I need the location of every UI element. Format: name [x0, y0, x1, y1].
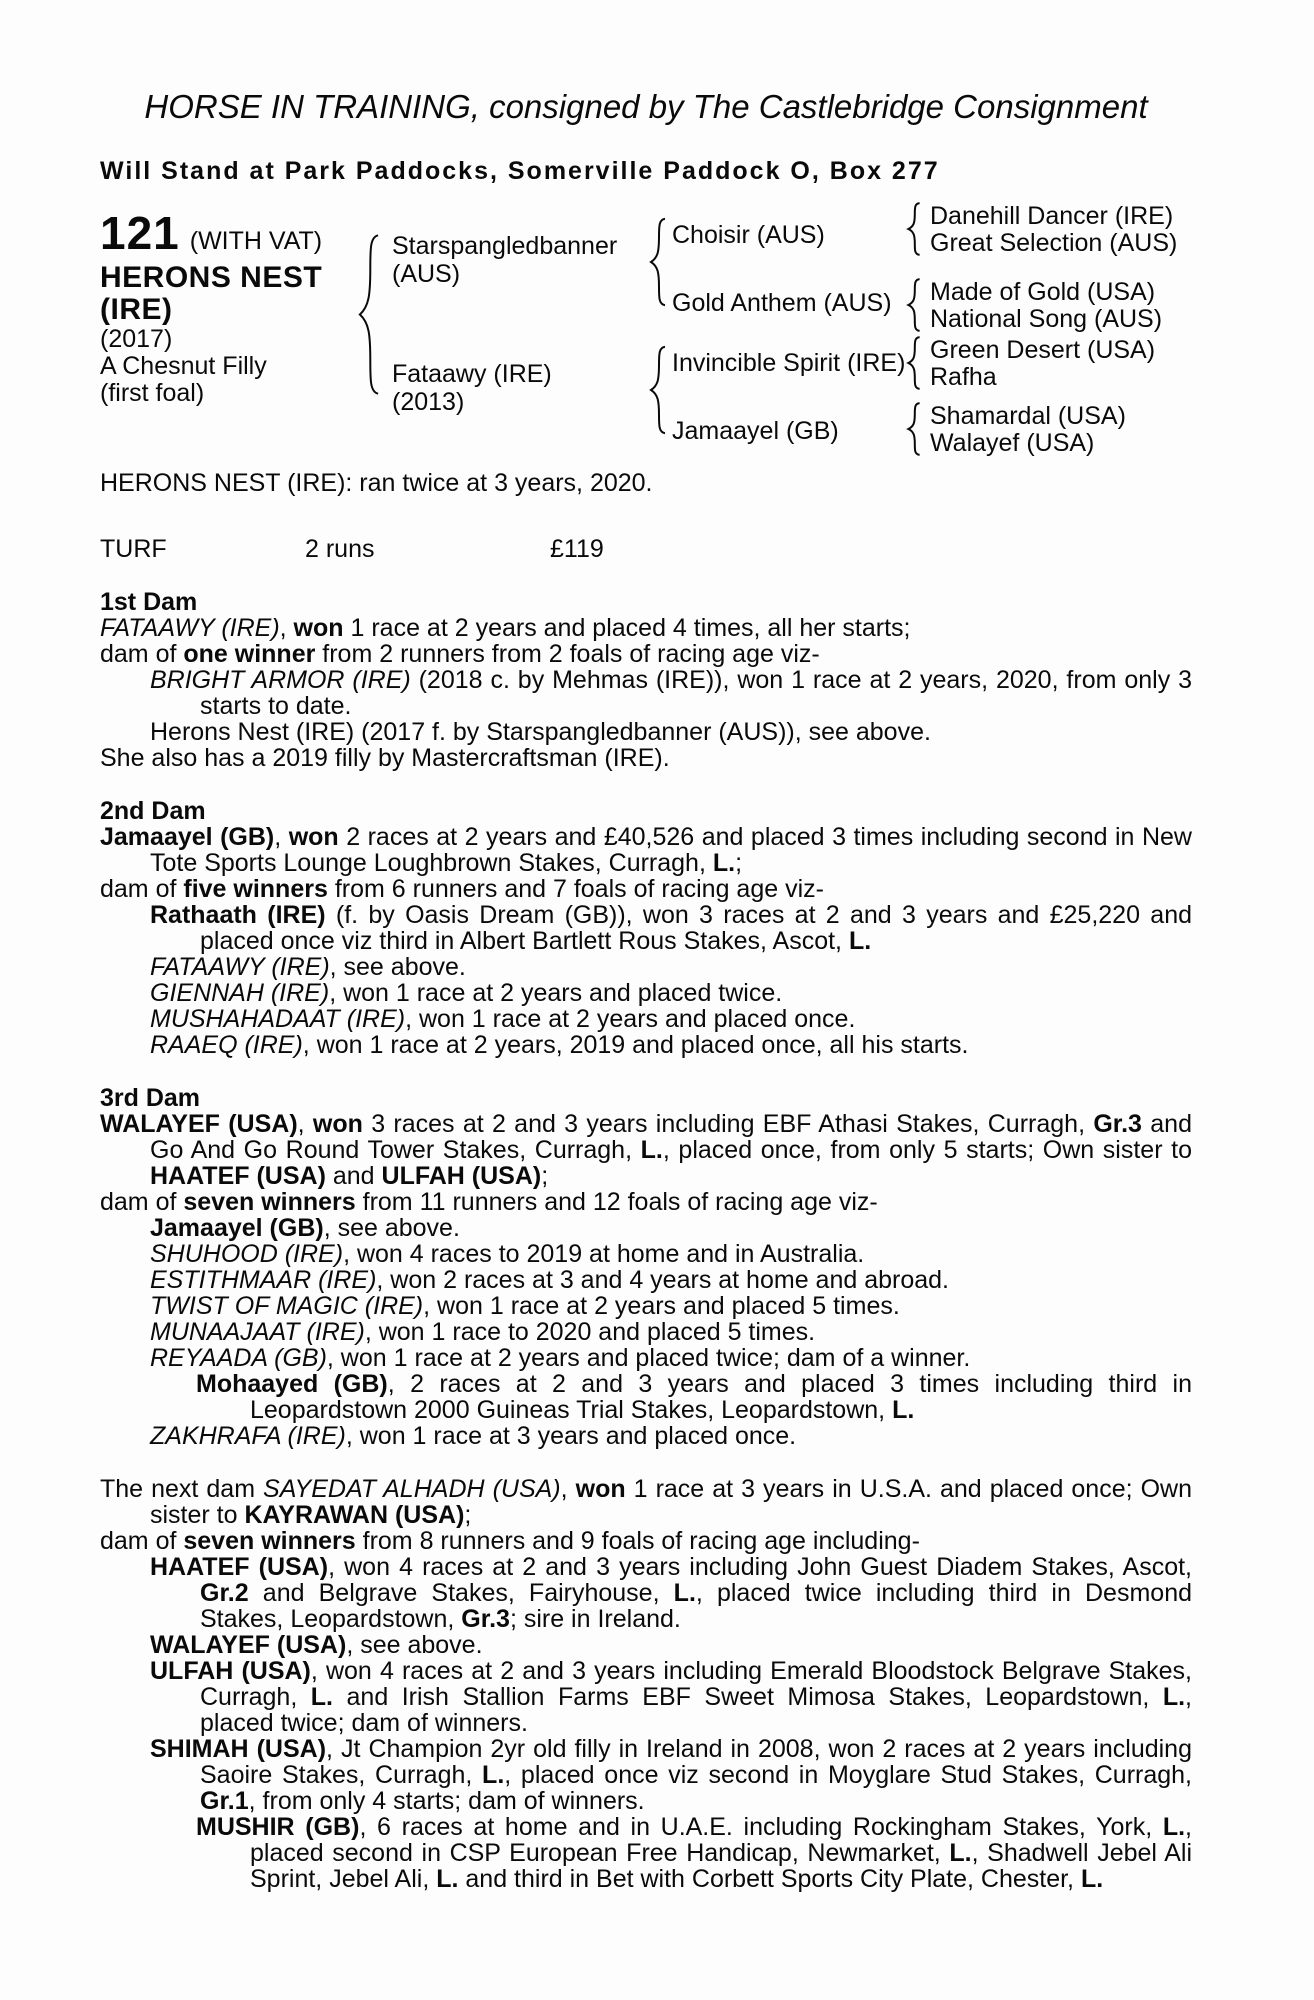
pedigree-text-paragraph: dam of five winners from 6 runners and 7 foals of racing age viz- — [100, 875, 824, 903]
pedigree-text-paragraph: Jamaayel (GB), see above. — [150, 1214, 460, 1242]
pedigree-grandsire: Choisir (AUS) — [672, 221, 825, 249]
pedigree-granddam: Jamaayel (GB) — [672, 417, 839, 445]
surface-label: TURF — [100, 535, 167, 563]
pedigree-text-paragraph: She also has a 2019 filly by Mastercraftsman (IRE). — [100, 744, 670, 772]
pedigree-text-paragraph: TWIST OF MAGIC (IRE), won 1 race at 2 years and placed 5 times. — [150, 1292, 900, 1320]
pedigree-brace — [648, 217, 668, 307]
pedigree-greatgrandparents: Shamardal (USA) Walayef (USA) — [930, 402, 1126, 457]
pedigree-text-paragraph: SHIMAH (USA), Jt Champion 2yr old filly in Ireland in 2008, won 2 races at 2 years including Saoire Stakes, Curragh, L., placed once viz second in Moyglare Stud Stakes, Curragh, Gr.1, from only 4 starts; dam of winners. — [150, 1735, 1192, 1815]
pedigree-brace — [356, 232, 382, 397]
pedigree-greatgrandparents: Green Desert (USA) Rafha — [930, 336, 1156, 391]
foal-note: (first foal) — [100, 379, 205, 407]
section-2nd-dam — [100, 798, 1192, 1058]
section-heading: 3rd Dam — [100, 1084, 201, 1112]
pedigree-text-paragraph: Mohaayed (GB), 2 races at 2 and 3 years and placed 3 times including third in Leopardstown 2000 Guineas Trial Stakes, Leopardstown, L. — [196, 1370, 1192, 1424]
foaling-year: (2017) — [100, 325, 173, 353]
pedigree-brace — [906, 402, 922, 456]
runs-value: 2 runs — [305, 535, 375, 563]
stand-location-line: Will Stand at Park Paddocks, Somerville Paddock O, Box 277 — [100, 157, 940, 185]
pedigree-brace — [906, 336, 922, 390]
pedigree-text-paragraph: ULFAH (USA), won 4 races at 2 and 3 years including Emerald Bloodstock Belgrave Stakes, Curragh, L. and Irish Stallion Farms EBF Sweet Mimosa Stakes, Leopardstown, L., placed twice; dam of winners. — [150, 1657, 1192, 1737]
pedigree-brace — [906, 202, 922, 256]
pedigree-text-paragraph: Jamaayel (GB), won 2 races at 2 years and £40,526 and placed 3 times including second in New Tote Sports Lounge Loughbrown Stakes, Curragh, L.; — [100, 823, 1192, 877]
pedigree-text-paragraph: ZAKHRAFA (IRE), won 1 race at 3 years and placed once. — [150, 1422, 797, 1450]
horse-name — [100, 262, 350, 326]
horse-description: A Chesnut Filly — [100, 352, 267, 380]
page-title: HORSE IN TRAINING, consigned by The Castlebridge Consignment — [144, 88, 1148, 125]
race-record-summary: HERONS NEST (IRE): ran twice at 3 years, 2020. — [100, 469, 653, 497]
section-1st-dam — [100, 589, 1192, 771]
pedigree-text-paragraph: dam of seven winners from 8 runners and 9 foals of racing age including- — [100, 1527, 920, 1555]
pedigree-text-paragraph: ESTITHMAAR (IRE), won 2 races at 3 and 4 years at home and abroad. — [150, 1266, 949, 1294]
section-heading: 1st Dam — [100, 588, 198, 616]
section-heading: 2nd Dam — [100, 797, 206, 825]
pedigree-text-paragraph: FATAAWY (IRE), see above. — [150, 953, 466, 981]
horse-name-line1: HERONS NEST — [100, 261, 323, 294]
pedigree-text-paragraph: MUSHAHADAAT (IRE), won 1 race at 2 years and placed once. — [150, 1005, 856, 1033]
pedigree-text-paragraph: SHUHOOD (IRE), won 4 races to 2019 at home and in Australia. — [150, 1240, 865, 1268]
earnings-value: £119 — [550, 535, 604, 563]
pedigree-grandsire: Invincible Spirit (IRE) — [672, 349, 906, 377]
horse-name-line2: (IRE) — [100, 293, 173, 326]
pedigree-greatgrandparents: Danehill Dancer (IRE) Great Selection (AUS) — [930, 202, 1178, 257]
pedigree-text-paragraph: The next dam SAYEDAT ALHADH (USA), won 1 race at 3 years in U.S.A. and placed once; Own sister to KAYRAWAN (USA); — [100, 1475, 1192, 1529]
section-3rd-dam — [100, 1085, 1192, 1449]
pedigree-text-paragraph: HAATEF (USA), won 4 races at 2 and 3 years including John Guest Diadem Stakes, Ascot, Gr.2 and Belgrave Stakes, Fairyhouse, L., placed twice including third in Desmond Stakes, Leopardstown, Gr.3; sire in Ireland. — [150, 1553, 1192, 1633]
pedigree-dam: Fataawy (IRE) (2013) — [392, 360, 552, 416]
pedigree-sire: Starspangledbanner (AUS) — [392, 232, 618, 288]
pedigree-text-paragraph: WALAYEF (USA), won 3 races at 2 and 3 years including EBF Athasi Stakes, Curragh, Gr.3 and Go And Go Round Tower Stakes, Curragh, L., placed once, from only 5 starts; Own sister to HAATEF (USA) and ULFAH (USA); — [100, 1110, 1192, 1190]
pedigree-brace — [906, 278, 922, 332]
pedigree-block — [100, 202, 1192, 457]
pedigree-greatgrandparents: Made of Gold (USA) National Song (AUS) — [930, 278, 1163, 333]
pedigree-text-paragraph: dam of one winner from 2 runners from 2 foals of racing age viz- — [100, 640, 820, 668]
lot-number: 121 — [100, 207, 180, 259]
pedigree-text-paragraph: MUNAAJAAT (IRE), won 1 race to 2020 and placed 5 times. — [150, 1318, 816, 1346]
race-record-table — [100, 536, 1192, 562]
pedigree-brace — [648, 345, 668, 435]
vat-note: (WITH VAT) — [189, 227, 323, 255]
pedigree-text-paragraph: dam of seven winners from 11 runners and 12 foals of racing age viz- — [100, 1188, 878, 1216]
pedigree-text-paragraph: REYAADA (GB), won 1 race at 2 years and placed twice; dam of a winner. — [150, 1344, 971, 1372]
lot-block — [100, 207, 350, 407]
pedigree-text-paragraph: Rathaath (IRE) (f. by Oasis Dream (GB)), won 3 races at 2 and 3 years and £25,220 and placed once viz third in Albert Bartlett Rous Stakes, Ascot, L. — [150, 901, 1192, 955]
pedigree-text-paragraph: RAAEQ (IRE), won 1 race at 2 years, 2019 and placed once, all his starts. — [150, 1031, 969, 1059]
pedigree-text-paragraph: Herons Nest (IRE) (2017 f. by Starspangledbanner (AUS)), see above. — [150, 718, 931, 746]
pedigree-text-paragraph: BRIGHT ARMOR (IRE) (2018 c. by Mehmas (IRE)), won 1 race at 2 years, 2020, from only 3 starts to date. — [150, 666, 1192, 720]
pedigree-text-paragraph: GIENNAH (IRE), won 1 race at 2 years and placed twice. — [150, 979, 783, 1007]
pedigree-text-paragraph: FATAAWY (IRE), won 1 race at 2 years and placed 4 times, all her starts; — [100, 614, 911, 642]
pedigree-text-paragraph: MUSHIR (GB), 6 races at home and in U.A.E. including Rockingham Stakes, York, L., placed second in CSP European Free Handicap, Newmarket, L., Shadwell Jebel Ali Sprint, Jebel Ali, L. and third in Bet with Corbett Sports City Plate, Chester, L. — [196, 1813, 1193, 1893]
pedigree-text-paragraph: WALAYEF (USA), see above. — [150, 1631, 483, 1659]
pedigree-granddam: Gold Anthem (AUS) — [672, 289, 892, 317]
section-next-dam — [100, 1476, 1192, 1892]
